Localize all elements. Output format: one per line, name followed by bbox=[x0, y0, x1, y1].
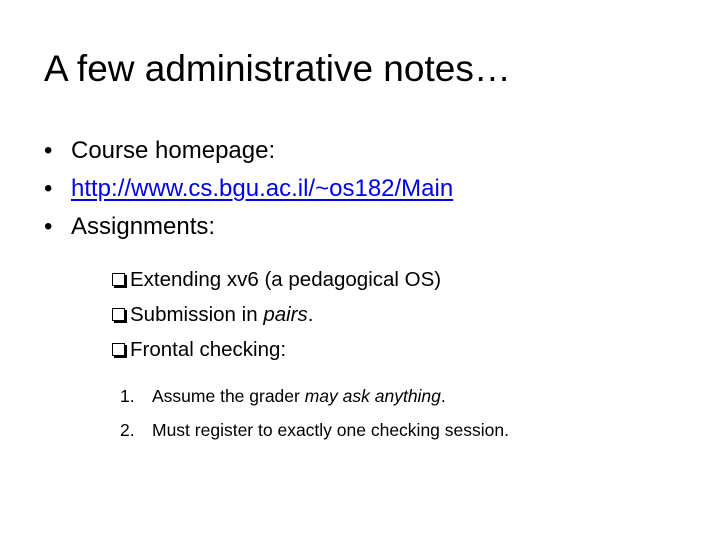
sub-item-text-before: Submission in bbox=[130, 303, 264, 326]
sub-item-submission bbox=[110, 297, 441, 332]
slide-title: A few administrative notes… bbox=[44, 48, 511, 89]
sub-item-frontal-checking bbox=[110, 332, 441, 367]
assignments-sublist bbox=[110, 262, 441, 367]
numbered-item-text-after: . bbox=[440, 386, 446, 406]
sub-item-emphasis: pairs bbox=[263, 303, 308, 326]
checkbox-icon bbox=[112, 343, 125, 356]
numbered-item-emphasis: may ask anything bbox=[304, 386, 441, 406]
numbered-item-register bbox=[120, 413, 509, 447]
sub-item-text: Frontal checking: bbox=[130, 338, 287, 361]
checkbox-icon bbox=[112, 308, 125, 321]
sub-item-extending-xv6 bbox=[110, 262, 441, 297]
bullet-text: Course homepage: bbox=[71, 137, 276, 164]
bullet-text: Assignments: bbox=[71, 213, 216, 240]
bullet-item-assignments bbox=[44, 208, 684, 246]
numbered-item-text-before: Assume the grader bbox=[152, 386, 305, 406]
bullet-list bbox=[44, 132, 684, 246]
checkbox-icon bbox=[112, 273, 125, 286]
frontal-checking-numbered-list bbox=[120, 379, 509, 447]
bullet-icon: • bbox=[44, 137, 53, 164]
course-homepage-link[interactable]: http://www.cs.bgu.ac.il/~os182/Main bbox=[71, 175, 454, 202]
sub-item-text: Extending xv6 (a pedagogical OS) bbox=[130, 268, 442, 291]
bullet-icon: • bbox=[44, 175, 53, 202]
bullet-item-homepage-link bbox=[44, 170, 684, 208]
item-number: 1. bbox=[120, 386, 135, 406]
numbered-item-text: Must register to exactly one checking session. bbox=[152, 420, 509, 440]
bullet-item-course-homepage bbox=[44, 132, 684, 170]
sub-item-text-after: . bbox=[307, 303, 314, 326]
item-number: 2. bbox=[120, 420, 135, 440]
bullet-icon: • bbox=[44, 213, 53, 240]
numbered-item-grader bbox=[120, 379, 509, 413]
